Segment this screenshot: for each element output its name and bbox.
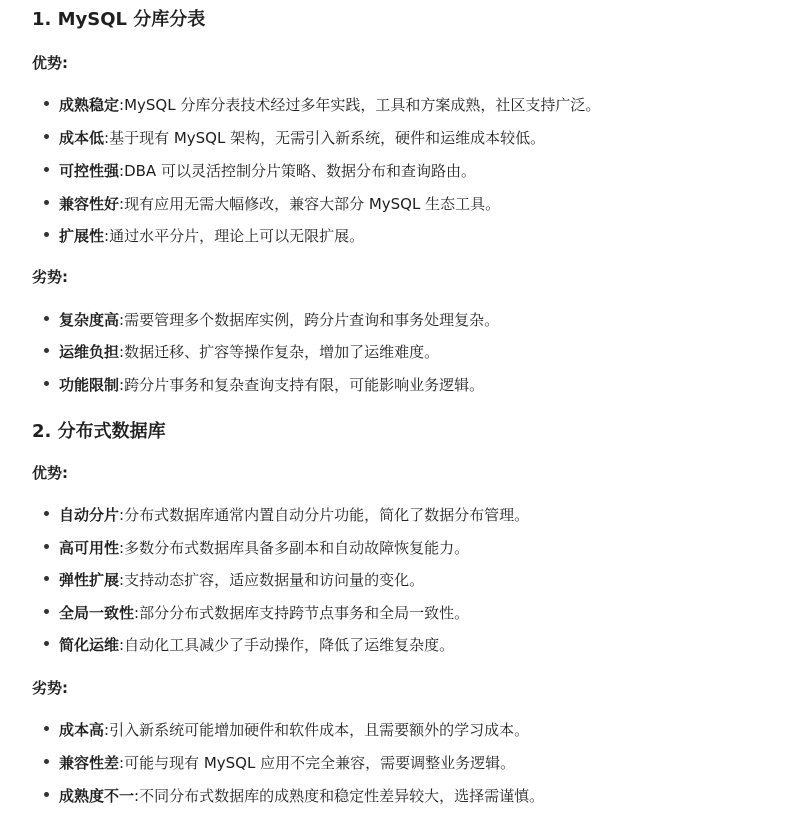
list-item xyxy=(44,161,476,181)
list-item xyxy=(44,226,364,246)
list-item xyxy=(44,603,469,623)
item-term: 高可用性 xyxy=(59,539,120,557)
item-desc: :现有应用无需大幅修改，兼容大部分 MySQL 生态工具。 xyxy=(119,195,501,213)
bullet-icon xyxy=(44,101,49,106)
item-desc: :部分分布式数据库支持跨节点事务和全局一致性。 xyxy=(134,604,470,622)
item-term: 兼容性好 xyxy=(59,195,120,213)
bullet-icon xyxy=(44,232,49,237)
item-term: 成熟稳定 xyxy=(59,96,120,114)
item-term: 兼容性差 xyxy=(59,754,120,772)
pros-label: 优势: xyxy=(32,464,68,482)
bullet-icon xyxy=(44,759,49,764)
item-desc: :支持动态扩容，适应数据量和访问量的变化。 xyxy=(119,571,425,589)
section-title-distributed-db: 2. 分布式数据库 xyxy=(32,421,166,442)
item-term: 全局一致性 xyxy=(59,604,135,622)
item-desc: :基于现有 MySQL 架构，无需引入新系统，硬件和运维成本较低。 xyxy=(104,129,546,147)
item-term: 简化运维 xyxy=(59,636,120,654)
list-item xyxy=(44,786,544,806)
list-item xyxy=(44,342,439,362)
bullet-icon xyxy=(44,792,49,797)
list-item xyxy=(44,95,600,115)
item-desc: :跨分片事务和复杂查询支持有限，可能影响业务逻辑。 xyxy=(119,376,485,394)
item-desc: :不同分布式数据库的成熟度和稳定性差异较大，选择需谨慎。 xyxy=(134,787,545,805)
item-term: 可控性强 xyxy=(59,162,120,180)
list-item xyxy=(44,570,424,590)
item-term: 自动分片 xyxy=(59,506,120,524)
item-term: 功能限制 xyxy=(59,376,120,394)
list-item xyxy=(44,753,515,773)
cons-label: 劣势: xyxy=(32,268,68,286)
bullet-icon xyxy=(44,609,49,614)
list-item xyxy=(44,128,545,148)
item-term: 运维负担 xyxy=(59,343,120,361)
item-term: 弹性扩展 xyxy=(59,571,120,589)
list-item xyxy=(44,720,529,740)
item-desc: :需要管理多个数据库实例，跨分片查询和事务处理复杂。 xyxy=(119,311,500,329)
item-desc: :通过水平分片，理论上可以无限扩展。 xyxy=(104,227,365,245)
item-desc: :数据迁移、扩容等操作复杂，增加了运维难度。 xyxy=(119,343,440,361)
item-term: 扩展性 xyxy=(59,227,105,245)
cons-label: 劣势: xyxy=(32,679,68,697)
bullet-icon xyxy=(44,726,49,731)
list-item xyxy=(44,538,469,558)
bullet-icon xyxy=(44,381,49,386)
bullet-icon xyxy=(44,316,49,321)
item-desc: :自动化工具减少了手动操作，降低了运维复杂度。 xyxy=(119,636,455,654)
bullet-icon xyxy=(44,348,49,353)
list-item xyxy=(44,194,500,214)
item-term: 成本低 xyxy=(59,129,105,147)
item-term: 复杂度高 xyxy=(59,311,120,329)
item-term: 成熟度不一 xyxy=(59,787,135,805)
item-desc: :多数分布式数据库具备多副本和自动故障恢复能力。 xyxy=(119,539,470,557)
bullet-icon xyxy=(44,200,49,205)
bullet-icon xyxy=(44,576,49,581)
bullet-icon xyxy=(44,511,49,516)
pros-label: 优势: xyxy=(32,54,68,72)
bullet-icon xyxy=(44,167,49,172)
item-desc: :分布式数据库通常内置自动分片功能，简化了数据分布管理。 xyxy=(119,506,530,524)
list-item xyxy=(44,310,499,330)
item-term: 成本高 xyxy=(59,721,105,739)
item-desc: :引入新系统可能增加硬件和软件成本，且需要额外的学习成本。 xyxy=(104,721,530,739)
list-item xyxy=(44,635,454,655)
section-title-mysql-sharding: 1. MySQL 分库分表 xyxy=(32,9,206,30)
item-desc: :可能与现有 MySQL 应用不完全兼容，需要调整业务逻辑。 xyxy=(119,754,516,772)
item-desc: :DBA 可以灵活控制分片策略、数据分布和查询路由。 xyxy=(119,162,476,180)
list-item xyxy=(44,505,529,525)
bullet-icon xyxy=(44,544,49,549)
list-item xyxy=(44,375,484,395)
bullet-icon xyxy=(44,641,49,646)
item-desc: :MySQL 分库分表技术经过多年实践，工具和方案成熟，社区支持广泛。 xyxy=(119,96,601,114)
bullet-icon xyxy=(44,134,49,139)
